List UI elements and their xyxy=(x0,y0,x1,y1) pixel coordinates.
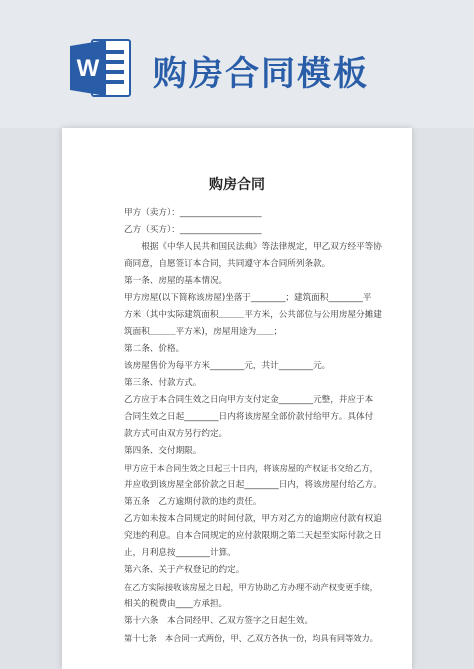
document-line: 在乙方实际接收该房屋之日起，甲方协助乙方办理不动产权变更手续， xyxy=(124,582,378,592)
document-line: 甲方房屋(以下简称该房屋)坐落于________；建筑面积________平 xyxy=(124,293,372,303)
document-line: 第十七条 本合同一式两份，甲、乙双方各执一份，均具有同等效力。 xyxy=(124,633,378,643)
document-line: 第四条、交付期限。 xyxy=(124,446,202,456)
document-line: 商同意，自愿签订本合同，共同遵守本合同所列条款。 xyxy=(124,259,331,269)
page-title: 购房合同模板 xyxy=(153,54,369,94)
document-line: 第五条 乙方逾期付款的违约责任。 xyxy=(124,497,262,507)
document-line: 乙方如未按本合同规定的时间付款，甲方对乙方的逾期应付款有权追 xyxy=(124,514,382,524)
document-line: 乙方应于本合同生效之日向甲方支付定金________元整，并应于本 xyxy=(124,395,374,405)
document-line: 款方式可由双方另行约定。 xyxy=(124,429,228,439)
word-document-icon xyxy=(70,36,132,100)
document-line: 止，月利息按________计算。 xyxy=(124,548,236,558)
document-line: 第一条、房屋的基本情况。 xyxy=(124,276,228,286)
header-banner xyxy=(0,0,474,128)
document-line: 第三条、付款方式。 xyxy=(124,378,202,388)
document-line: 相关的税费由____方承担。 xyxy=(124,599,228,609)
document-line: 究违约利息。自本合同规定的应付款限期之第二天起至实际付款之日 xyxy=(124,531,382,541)
document-page xyxy=(62,128,412,669)
document-line: 根据《中华人民共和国民法典》等法律规定，甲乙双方经平等协 xyxy=(124,242,382,252)
document-line: 合同生效之日起________日内将该房屋全部价款付给甲方。具体付 xyxy=(124,412,374,422)
document-line: 第十六条 本合同经甲、乙双方签字之日起生效。 xyxy=(124,616,314,626)
document-line: 并应收到该房屋全部价款之日起________日内，将该房屋付给乙方。 xyxy=(124,480,382,490)
document-line: 乙方（买方）：___________________ xyxy=(124,225,262,235)
document-line: 方米（其中实际建筑面积＿＿＿平方米，公共部位与公用房屋分摊建 xyxy=(124,310,382,320)
document-line: 该房屋售价为每平方米________元，共计________元。 xyxy=(124,361,331,371)
document-title: 购房合同 xyxy=(209,177,265,193)
svg-text:W: W xyxy=(76,55,100,82)
document-line: 甲方（卖方）：___________________ xyxy=(124,208,262,218)
document-line: 甲方应于本合同生效之日起三十日内，将该房屋的产权证书交给乙方， xyxy=(124,463,378,473)
document-line: 第二条、价格。 xyxy=(124,344,185,354)
document-line: 第六条、关于产权登记的约定。 xyxy=(124,565,245,575)
document-line: 筑面积＿＿＿平方米)，房屋用途为＿＿； xyxy=(124,327,283,337)
